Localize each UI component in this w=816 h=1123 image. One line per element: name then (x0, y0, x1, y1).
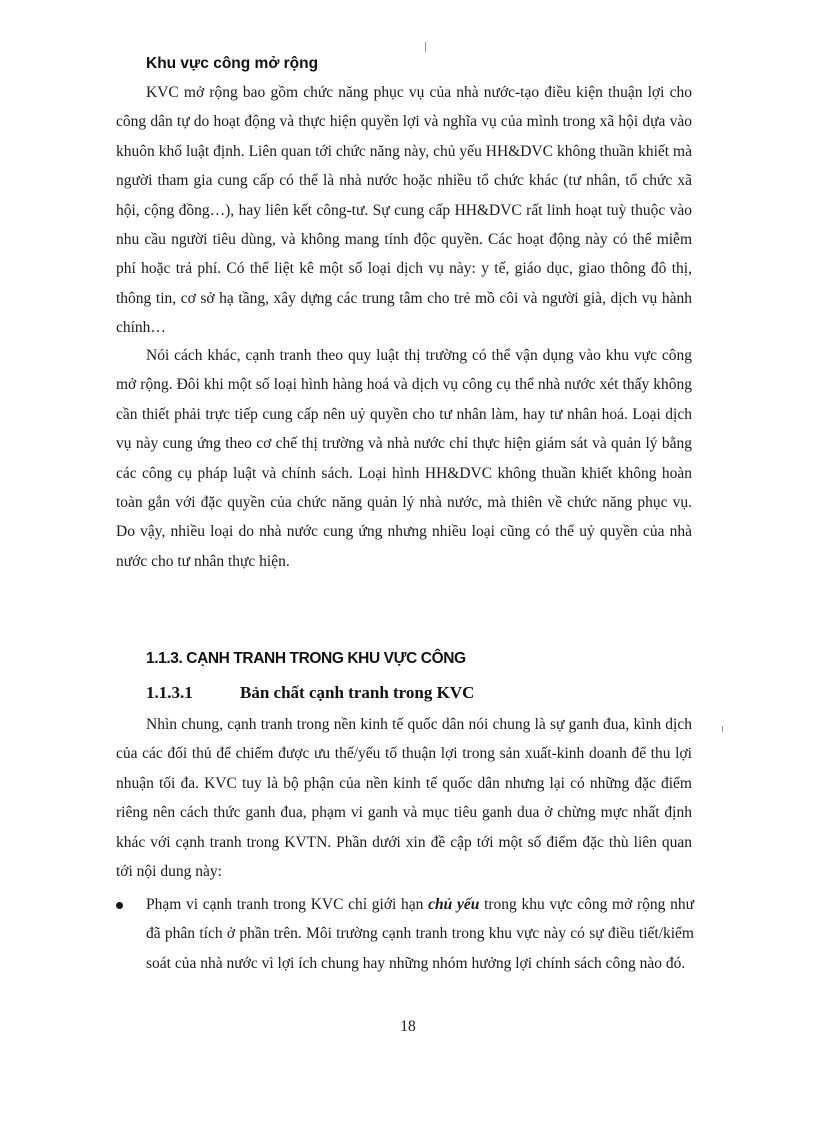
bullet-icon (116, 902, 123, 909)
page-number: 18 (400, 1018, 416, 1035)
paragraph (116, 78, 692, 343)
section-heading-extended-public-sector: Khu vực công mở rộng (146, 55, 319, 72)
paragraph (116, 710, 692, 886)
scan-speck (425, 42, 426, 52)
subsection-title: Bản chất cạnh tranh trong KVC (240, 683, 475, 702)
bullet-text-part: trong khu vực công mở rộng như đã phân tích ở phần trên. Môi trường cạnh tranh trong khu vực này có sự điều tiết/kiểm soát của nhà nước vì lợi ích chung hay những nhóm hưởng lợi chính sách công nào đó. (146, 896, 695, 972)
paragraph-text: Nói cách khác, cạnh tranh theo quy luật thị trường có thể vận dụng vào khu vực công mở rộng. Đôi khi một số loại hình hàng hoá và dịch vụ công cụ thể nhà nước xét thấy không cần thiết phải trực tiếp cung cấp nên uỷ quyền cho tư nhân làm, hay tư nhân hoá. Loại dịch vụ này cung ứng theo cơ chế thị trường và nhà nước chỉ thực hiện giám sát và quản lý bằng các công cụ pháp luật và chính sách. Loại hình HH&DVC không thuần khiết không hoàn toàn gắn với đặc quyền của chức năng quản lý nhà nước, mà thiên về chức năng phục vụ. Do vậy, nhiều loại do nhà nước cung ứng nhưng nhiều loại cũng có thể uỷ quyền của nhà nước cho tư nhân thực hiện. (116, 347, 692, 570)
section-heading-113: 1.1.3. CẠNH TRANH TRONG KHU VỰC CÔNG (146, 650, 466, 667)
paragraph-text: Nhìn chung, cạnh tranh trong nền kinh tế quốc dân nói chung là sự ganh đua, kình dịch của các đối thủ để chiếm được ưu thế/yếu tố thuận lợi trong sản xuất-kinh doanh để thu lợi nhuận tối đa. KVC tuy là bộ phận của nền kinh tế quốc dân nhưng lại có những đặc điểm riêng nên cách thức ganh đua, phạm vi ganh và mục tiêu ganh dua ở chừng mực nhất định khác với cạnh tranh trong KVTN. Phần dưới xin đề cập tới một số điểm đặc thù liên quan tới nội dung này: (116, 716, 692, 881)
bullet-text-part: Phạm vi cạnh tranh trong KVC chỉ giới hạn (146, 896, 429, 913)
paragraph-text: KVC mở rộng bao gồm chức năng phục vụ của nhà nước-tạo điều kiện thuận lợi cho công dân tự do hoạt động và thực hiện quyền lợi và nghĩa vụ của mình trong xã hội dựa vào khuôn khổ luật định. Liên quan tới chức năng này, chủ yếu HH&DVC không thuần khiết mà người tham gia cung cấp có thể là nhà nước hoặc nhiều tổ chức khác (tư nhân, tổ chức xã hội, cộng đồng…), hay liên kết công-tư. Sự cung cấp HH&DVC rất linh hoạt tuỳ thuộc vào nhu cầu người tiêu dùng, và không mang tính độc quyền. Các hoạt động này có thể miễm phí hoặc trả phí. Có thể liệt kê một số loại dịch vụ này: y tế, giáo dục, giao thông đô thị, thông tin, cơ sở hạ tầng, xây dựng các trung tâm cho trẻ mồ côi và người già, dịch vụ hành chính… (116, 84, 692, 337)
bullet-emphasis: chủ yếu (428, 896, 480, 913)
subsection-number: 1.1.3.1 (146, 683, 193, 702)
scan-speck (722, 726, 723, 732)
paragraph (116, 341, 692, 576)
bullet-text (146, 890, 694, 978)
